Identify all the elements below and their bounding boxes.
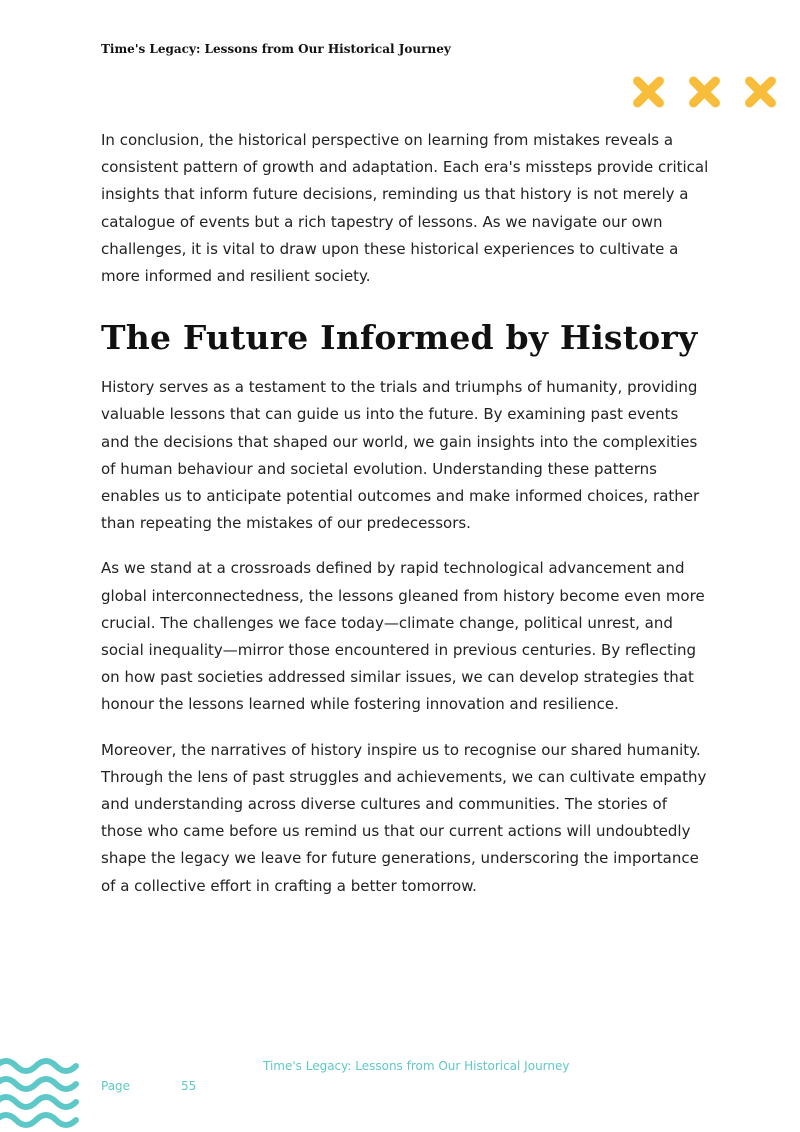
intro-paragraph: In conclusion, the historical perspective on learning from mistakes reveals a consistent pattern of growth and adaptation. Each era's missteps provide critical insights that inform future decisions, reminding us that history is not merely a catalogue of events but a rich tapestry of lessons. As we navigate our own challenges, it is vital to draw upon these historical experiences to cultivate a more informed and resilient society. [101, 131, 709, 286]
page-number: 55 [181, 1079, 197, 1093]
x-mark-icon [742, 74, 778, 110]
x-mark-icon [630, 74, 666, 110]
page-label: Page [101, 1079, 131, 1093]
wave-line [0, 1097, 76, 1107]
body-paragraph: As we stand at a crossroads defined by rapid technological advancement and global interconnectedness, the lessons gleaned from history become even more crucial. The challenges we face today—climate change, political unrest, and social inequality—mirror those encountered in previous centuries. By reflecting on how past societies addressed similar issues, we can develop strategies that honour the lessons learned while fostering innovation and resilience. [101, 559, 705, 714]
wave-line [0, 1061, 76, 1071]
page-content [101, 127, 711, 900]
footer-title: Time's Legacy: Lessons from Our Historical Journey [263, 1059, 570, 1073]
wave-lines-icon [0, 1052, 84, 1132]
body-paragraph: History serves as a testament to the trials and triumphs of humanity, providing valuable lessons that can guide us into the future. By examining past events and the decisions that shaped our world, we gain insights into the complexities of human behaviour and societal evolution. Understanding these patterns enables us to anticipate potential outcomes and make informed choices, rather than repeating the mistakes of our predecessors. [101, 378, 700, 533]
x-marks-decoration [630, 74, 782, 110]
wave-line [0, 1079, 76, 1089]
wave-line [0, 1115, 76, 1125]
body-paragraph: Moreover, the narratives of history inspire us to recognise our shared humanity. Through the lens of past struggles and achievements, we can cultivate empathy and understanding across diverse cultures and communities. The stories of those who came before us remind us that our current actions will undoubtedly shape the legacy we leave for future generations, underscoring the importance of a collective effort in crafting a better tomorrow. [101, 740, 707, 895]
x-mark-icon [686, 74, 722, 110]
wave-group [0, 1061, 76, 1125]
running-header: Time's Legacy: Lessons from Our Historical Journey [101, 42, 451, 56]
section-title: The Future Informed by History [101, 318, 698, 358]
